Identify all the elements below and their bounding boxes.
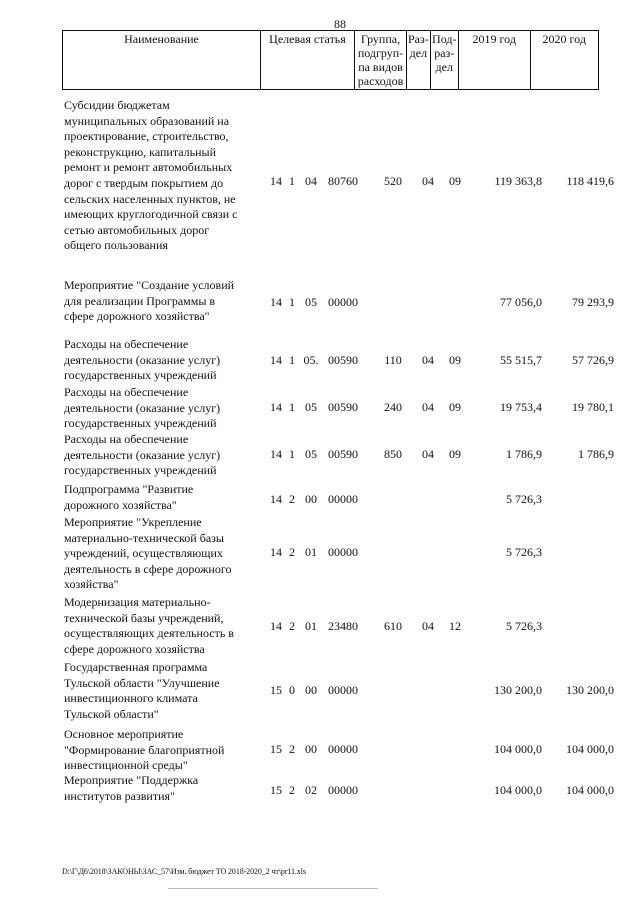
row-name-line: ремонт и ремонт автомобильных [64,160,233,175]
row-name-line: Мероприятие "Поддержка [64,773,199,787]
cell-subsection: 09 [449,353,461,367]
cell-subsection: 09 [449,400,461,414]
cell-c3: 02 [305,783,317,797]
cell-c4: 00000 [328,295,358,309]
row-name-line: Основное мероприятие [64,727,184,741]
cell-c1: 15 [270,783,282,797]
cell-c2: 1 [289,295,295,309]
row-name-line: дорог с твердым покрытием до [64,175,224,190]
row-name-line: институтов развития" [64,788,175,803]
cell-c4: 00000 [328,742,358,756]
cell-section: 04 [422,353,434,367]
cell-c1: 14 [270,400,282,414]
cell-y2020: 104 000,0 [566,783,614,797]
cell-c2: 2 [289,742,295,756]
cell-section: 04 [422,447,434,461]
cell-c1: 14 [270,492,282,506]
page-number: 88 [334,17,346,31]
row-name-line: Тульской области "Улучшение [64,675,220,690]
row-name-line: имеющих круглогодичной связи с [64,207,238,222]
cell-section: 04 [422,619,434,633]
cell-c3: 01 [305,545,317,559]
row-name-line: муниципальных образований на [64,113,230,128]
header-2020: 2020 год [530,31,598,90]
cell-c4: 00590 [328,353,358,367]
cell-y2019: 77 056,0 [500,295,542,309]
cell-c3: 00 [305,492,317,506]
header-name: Наименование [63,31,261,90]
row-name-line: сетью автомобильных дорог [64,222,210,237]
row-name-line: государственных учреждений [64,368,217,383]
row-name [64,515,259,593]
row-name-line: инвестиционной среды" [64,758,188,773]
cell-c2: 1 [289,174,295,188]
cell-y2019: 5 726,3 [506,492,542,506]
row-name-line: сфере дорожного хозяйства [64,641,205,656]
cell-y2020: 130 200,0 [566,683,614,697]
cell-c3: 05 [305,400,317,414]
row-name-line: осуществляющих деятельность в [64,626,234,641]
row-name [64,385,259,432]
cell-y2019: 1 786,9 [506,447,542,461]
header-target: Целевая статья [261,31,355,90]
row-name-line: материально-технической базы [64,530,224,545]
cell-c3: 05. [303,353,319,367]
cell-y2019: 5 726,3 [506,619,542,633]
row-name-line: учреждений, осуществляющих [64,546,223,561]
cell-c1: 14 [270,447,282,461]
row-name-line: деятельность в сфере дорожного [64,561,232,576]
row-name [64,482,259,513]
row-name-line: деятельности (оказание услуг) [64,447,221,462]
file-path-footer: D:\Г\Д6\2018\ЗАКОНЫ\ЗАС_57\Изм. бюджет ТО 2018-2020_2 чт\pr11.xls [62,867,306,876]
cell-c2: 2 [289,492,295,506]
cell-c3: 00 [305,742,317,756]
cell-y2020: 79 293,9 [572,295,614,309]
row-name-line: Модернизация материально- [64,595,211,609]
cell-c1: 15 [270,742,282,756]
row-name-line: государственных учреждений [64,463,217,478]
cell-subsection: 09 [449,447,461,461]
cell-y2019: 104 000,0 [494,742,542,756]
cell-group: 610 [384,619,402,633]
row-name-line: Расходы на обеспечение [64,385,189,399]
cell-c2: 2 [289,619,295,633]
row-name-line: Государственная программа [64,660,208,674]
cell-c3: 05 [305,447,317,461]
row-name [64,337,259,384]
table-header [62,30,599,90]
cell-c2: 0 [289,683,295,697]
row-name [64,727,259,774]
cell-y2020: 1 786,9 [578,447,614,461]
cell-c1: 14 [270,353,282,367]
cell-y2020: 104 000,0 [566,742,614,756]
row-name-line: сфере дорожного хозяйства" [64,309,210,324]
header-2019: 2019 год [458,31,530,90]
row-name-line: реконструкцию, капитальный [64,144,217,159]
cell-c1: 15 [270,683,282,697]
row-name [64,98,259,254]
row-name [64,595,259,657]
cell-c2: 2 [289,545,295,559]
cell-subsection: 12 [449,619,461,633]
cell-y2019: 5 726,3 [506,545,542,559]
row-name [64,278,259,325]
row-name-line: общего пользования [64,238,168,253]
cell-c4: 00590 [328,400,358,414]
cell-c1: 14 [270,619,282,633]
cell-y2020: 118 419,6 [566,174,614,188]
cell-c2: 1 [289,447,295,461]
row-name [64,660,259,722]
cell-c4: 00000 [328,783,358,797]
cell-group: 240 [384,400,402,414]
cell-group: 520 [384,174,402,188]
row-name-line: инвестиционного климата [64,691,198,706]
header-subsection: Под- раз- дел [430,31,458,90]
cell-c4: 00590 [328,447,358,461]
row-name-line: для реализации Программы в [64,293,216,308]
row-name [64,773,259,804]
cell-c3: 01 [305,619,317,633]
cell-c2: 2 [289,783,295,797]
row-name-line: дорожного хозяйства" [64,497,177,512]
cell-section: 04 [422,400,434,414]
row-name-line: Тульской области" [64,706,159,721]
cell-y2019: 130 200,0 [494,683,542,697]
cell-group: 110 [384,353,402,367]
cell-subsection: 09 [449,174,461,188]
scan-artifact-line [168,888,378,889]
cell-c3: 05 [305,295,317,309]
cell-y2019: 55 515,7 [500,353,542,367]
cell-y2020: 57 726,9 [572,353,614,367]
cell-c1: 14 [270,174,282,188]
row-name [64,432,259,479]
row-name-line: деятельности (оказание услуг) [64,352,221,367]
cell-c4: 00000 [328,492,358,506]
cell-y2020: 19 780,1 [572,400,614,414]
cell-c2: 1 [289,400,295,414]
row-name-line: сельских населенных пунктов, не [64,191,236,206]
row-name-line: Субсидии бюджетам [64,98,170,112]
row-name-line: деятельности (оказание услуг) [64,400,221,415]
row-name-line: "Формирование благоприятной [64,742,225,757]
cell-c4: 00000 [328,545,358,559]
row-name-line: Расходы на обеспечение [64,337,189,351]
row-name-line: Расходы на обеспечение [64,432,189,446]
row-name-line: Подпрограмма "Развитие [64,482,194,496]
cell-c4: 00000 [328,683,358,697]
row-name-line: Мероприятие "Укрепление [64,515,202,529]
row-name-line: государственных учреждений [64,416,217,431]
header-group: Группа, подгруп- па видов расходов [355,31,407,90]
cell-y2019: 119 363,8 [494,174,542,188]
cell-y2019: 104 000,0 [494,783,542,797]
cell-c3: 00 [305,683,317,697]
cell-c1: 14 [270,295,282,309]
cell-section: 04 [422,174,434,188]
cell-c2: 1 [289,353,295,367]
cell-y2019: 19 753,4 [500,400,542,414]
cell-c4: 23480 [328,619,358,633]
row-name-line: технической базы учреждений, [64,610,224,625]
cell-group: 850 [384,447,402,461]
cell-c3: 04 [305,174,317,188]
cell-c4: 80760 [328,174,358,188]
header-section: Раз- дел [407,31,431,90]
row-name-line: проектирование, строительство, [64,129,229,144]
row-name-line: хозяйства" [64,577,119,592]
row-name-line: Мероприятие "Создание условий [64,278,235,292]
cell-c1: 14 [270,545,282,559]
